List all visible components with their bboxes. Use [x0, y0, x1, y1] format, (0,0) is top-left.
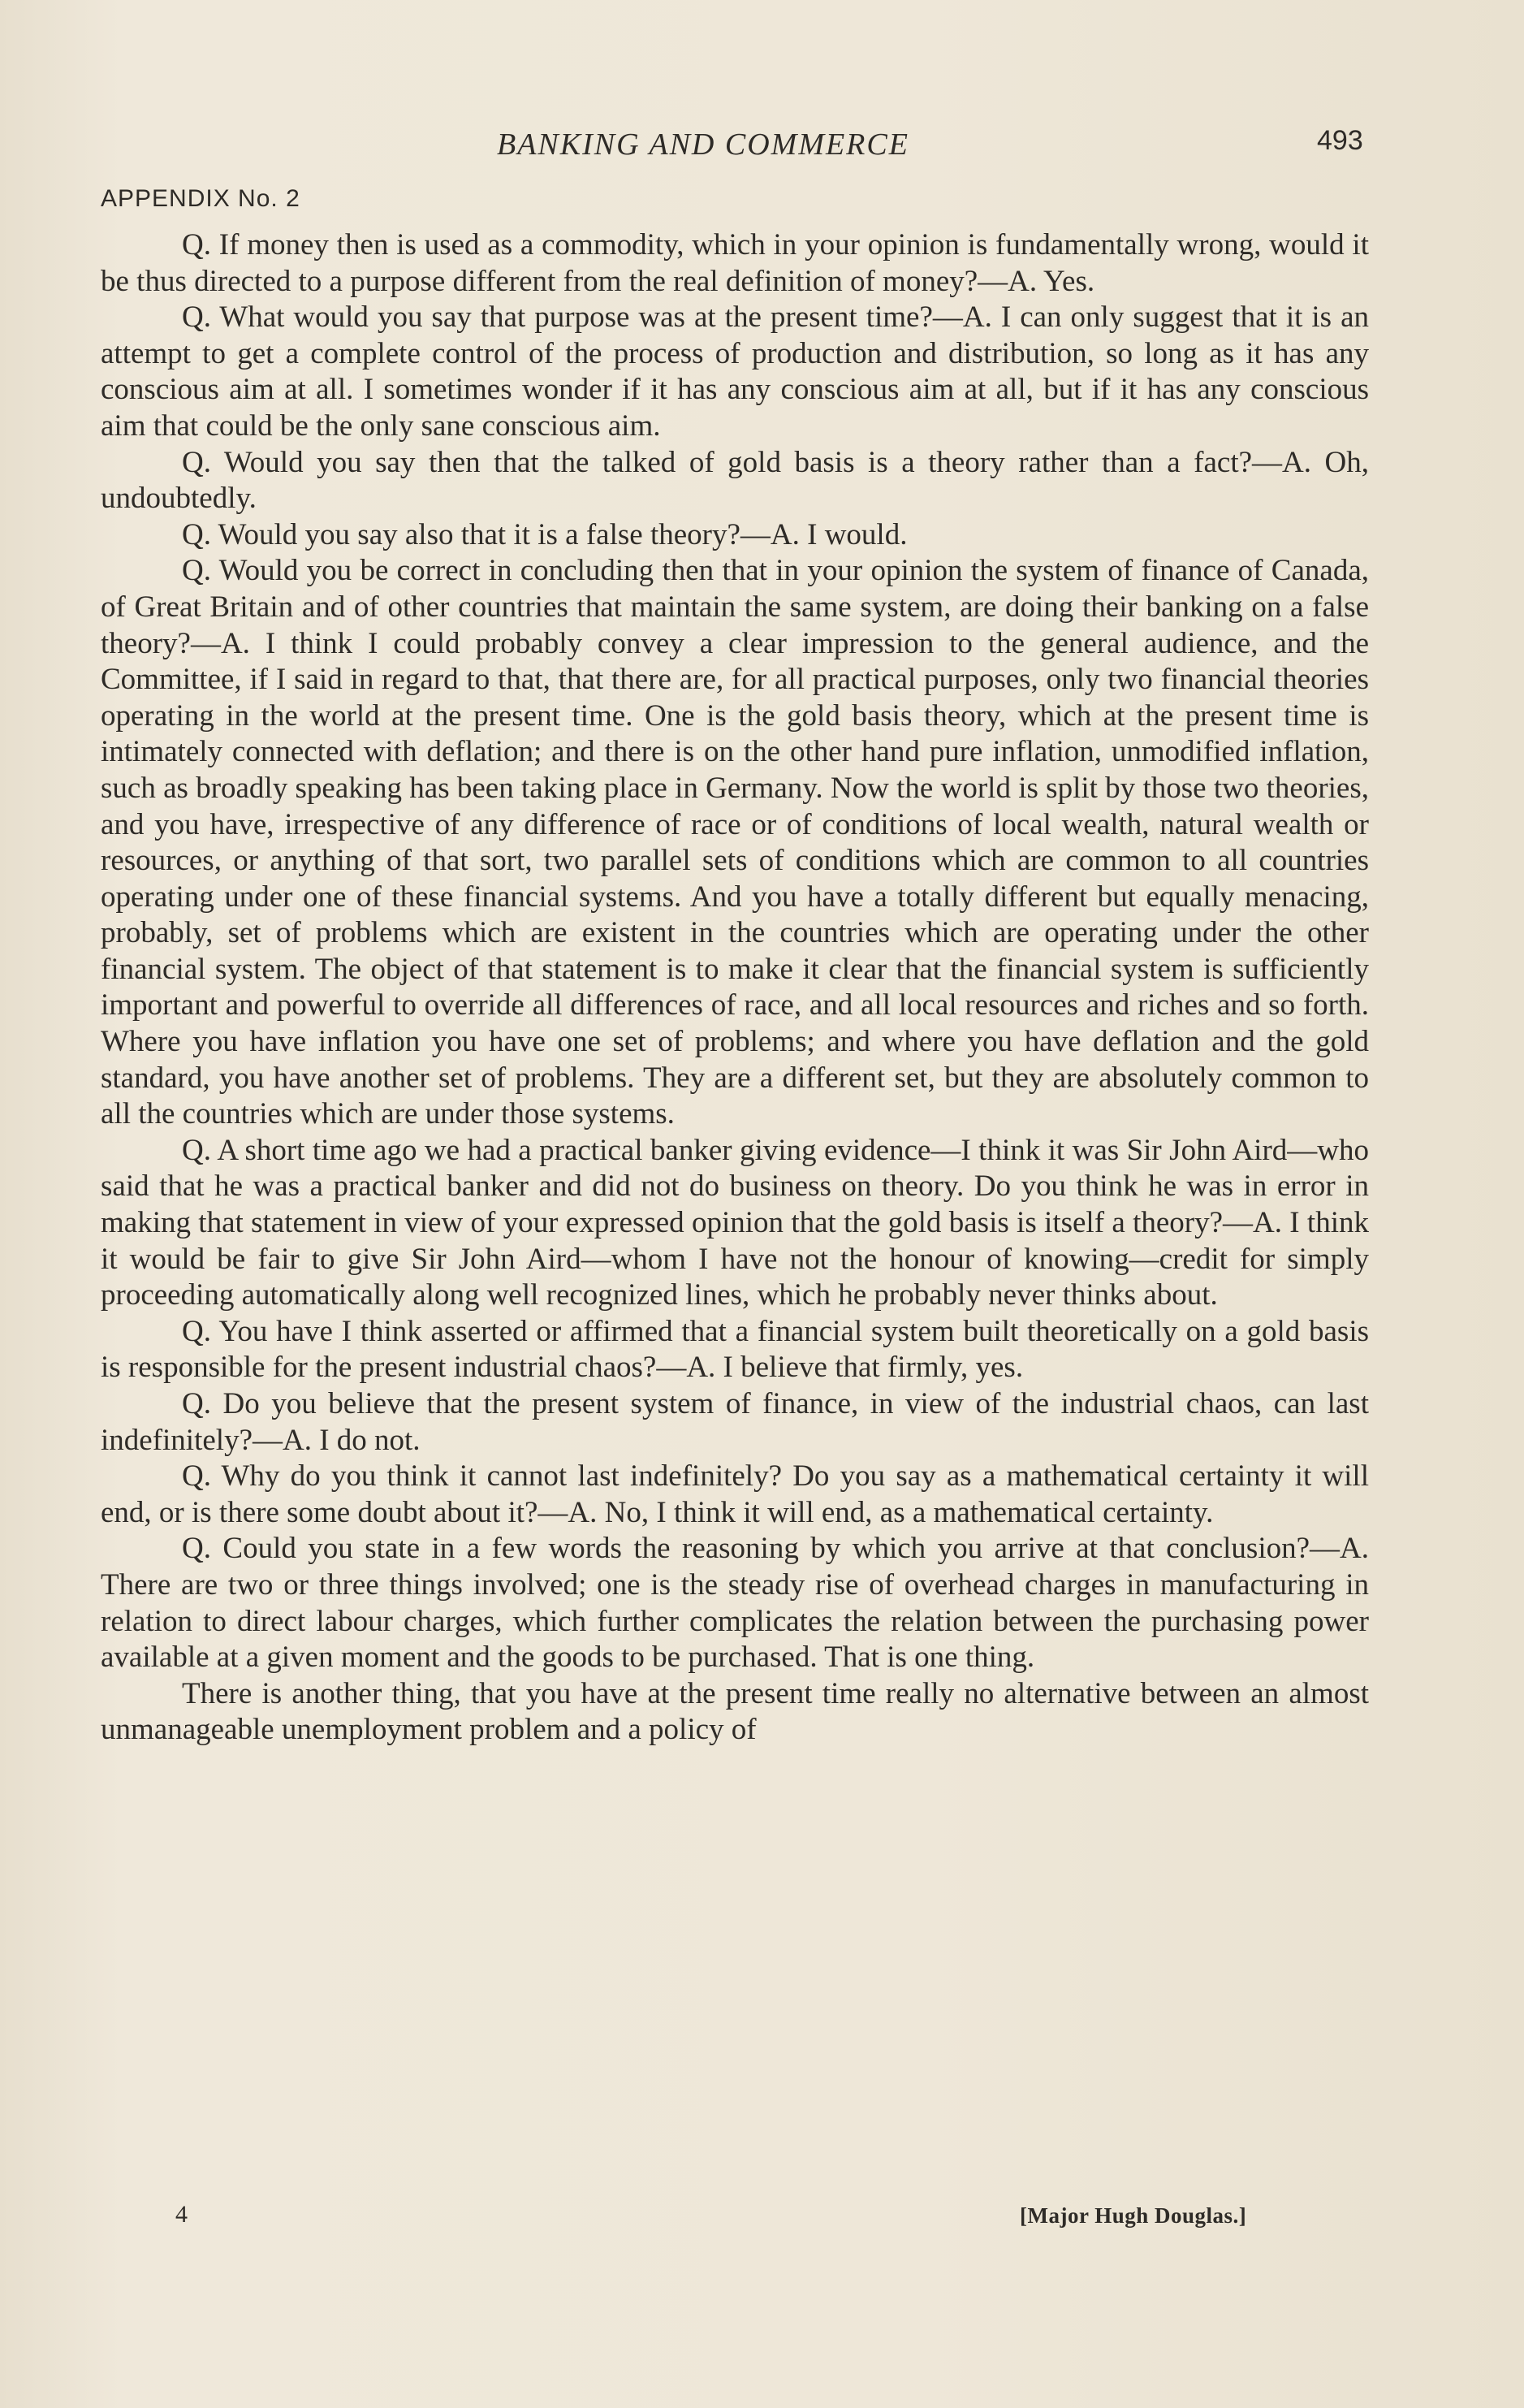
body-text [101, 227, 1369, 1749]
paragraph-9: Q. Why do you think it cannot last indefinitely? Do you say as a mathematical certainty it will end, or is there some doubt about it?—A. No, I think it will end, as a mathematical certainty. [101, 1459, 1369, 1529]
paragraph-6: Q. A short time ago we had a practical banker giving evidence—I think it was Sir John Aird—who said that he was a practical banker and did not do business on theory. Do you think he was in error in making that statement in view of your expressed opinion that the gold basis is itself a theory?—A. I think it would be fair to give Sir John Aird—whom I have not the honour of knowing—credit for simply proceeding automatically along well recognized lines, which he probably never thinks about. [101, 1133, 1369, 1312]
paragraph-11: There is another thing, that you have at the present time really no alternative between an almost unmanageable unemployment problem and a policy of [101, 1676, 1369, 1747]
paragraph-2: Q. What would you say that purpose was at the present time?—A. I can only suggest that it is an attempt to get a complete control of the process of production and distribution, so long as it has any conscious aim at all. I sometimes wonder if it has any conscious aim at all, but if it has any conscious aim that could be the only sane conscious aim. [101, 300, 1369, 443]
paragraph-1: Q. If money then is used as a commodity, which in your opinion is fundamentally wrong, would it be thus directed to a purpose different from the real definition of money?—A. Yes. [101, 228, 1369, 298]
paragraph-8: Q. Do you believe that the present system of finance, in view of the industrial chaos, can last indefinitely?—A. I do not. [101, 1387, 1369, 1457]
page-number: 493 [1317, 125, 1363, 156]
paragraph-7: Q. You have I think asserted or affirmed that a financial system built theoretically on a gold basis is responsible for the present industrial chaos?—A. I believe that firmly, yes. [101, 1314, 1369, 1385]
footer-mark: 4 [175, 2201, 188, 2228]
paragraph-5: Q. Would you be correct in concluding then that in your opinion the system of finance of Canada, of Great Britain and of other countries that maintain the same system, are doing their banking on a false theory?—A. I think I could probably convey a clear impression to the general audience, and the Committee, if I said in regard to that, that there are, for all practical purposes, only two financial theories operating in the world at the present time. One is the gold basis theory, which at the present time is intimately connected with deflation; and there is on the other hand pure inflation, unmodified inflation, such as broadly speaking has been taking place in Germany. Now the world is split by those two theories, and you have, irrespective of any difference of race or of conditions of local wealth, natural wealth or resources, or anything of that sort, two parallel sets of conditions which are common to all countries operating under one of these financial systems. And you have a totally different but equally menacing, probably, set of problems which are existent in the countries which are operating under the other financial system. The object of that statement is to make it clear that the financial system is sufficiently important and powerful to override all differences of race, and all local resources and riches and so forth. Where you have inflation you have one set of problems; and where you have deflation and the gold standard, you have another set of problems. They are a different set, but they are absolutely common to all the countries which are under those systems. [101, 554, 1369, 1131]
appendix-label: APPENDIX No. 2 [101, 185, 300, 212]
speaker-attribution: [Major Hugh Douglas.] [1020, 2203, 1247, 2228]
running-header [0, 122, 1524, 171]
paragraph-10: Q. Could you state in a few words the reasoning by which you arrive at that conclusion?—A. There are two or three things involved; one is the steady rise of overhead charges in manufacturing in relation to direct labour charges, which further complicates the relation between the purchasing power available at a given moment and the goods to be purchased. That is one thing. [101, 1532, 1369, 1675]
paragraph-3: Q. Would you say then that the talked of gold basis is a theory rather than a fact?—A. Oh, undoubtedly. [101, 445, 1369, 516]
running-title: BANKING AND COMMERCE [497, 128, 909, 162]
paragraph-4: Q. Would you say also that it is a false theory?—A. I would. [182, 517, 908, 551]
